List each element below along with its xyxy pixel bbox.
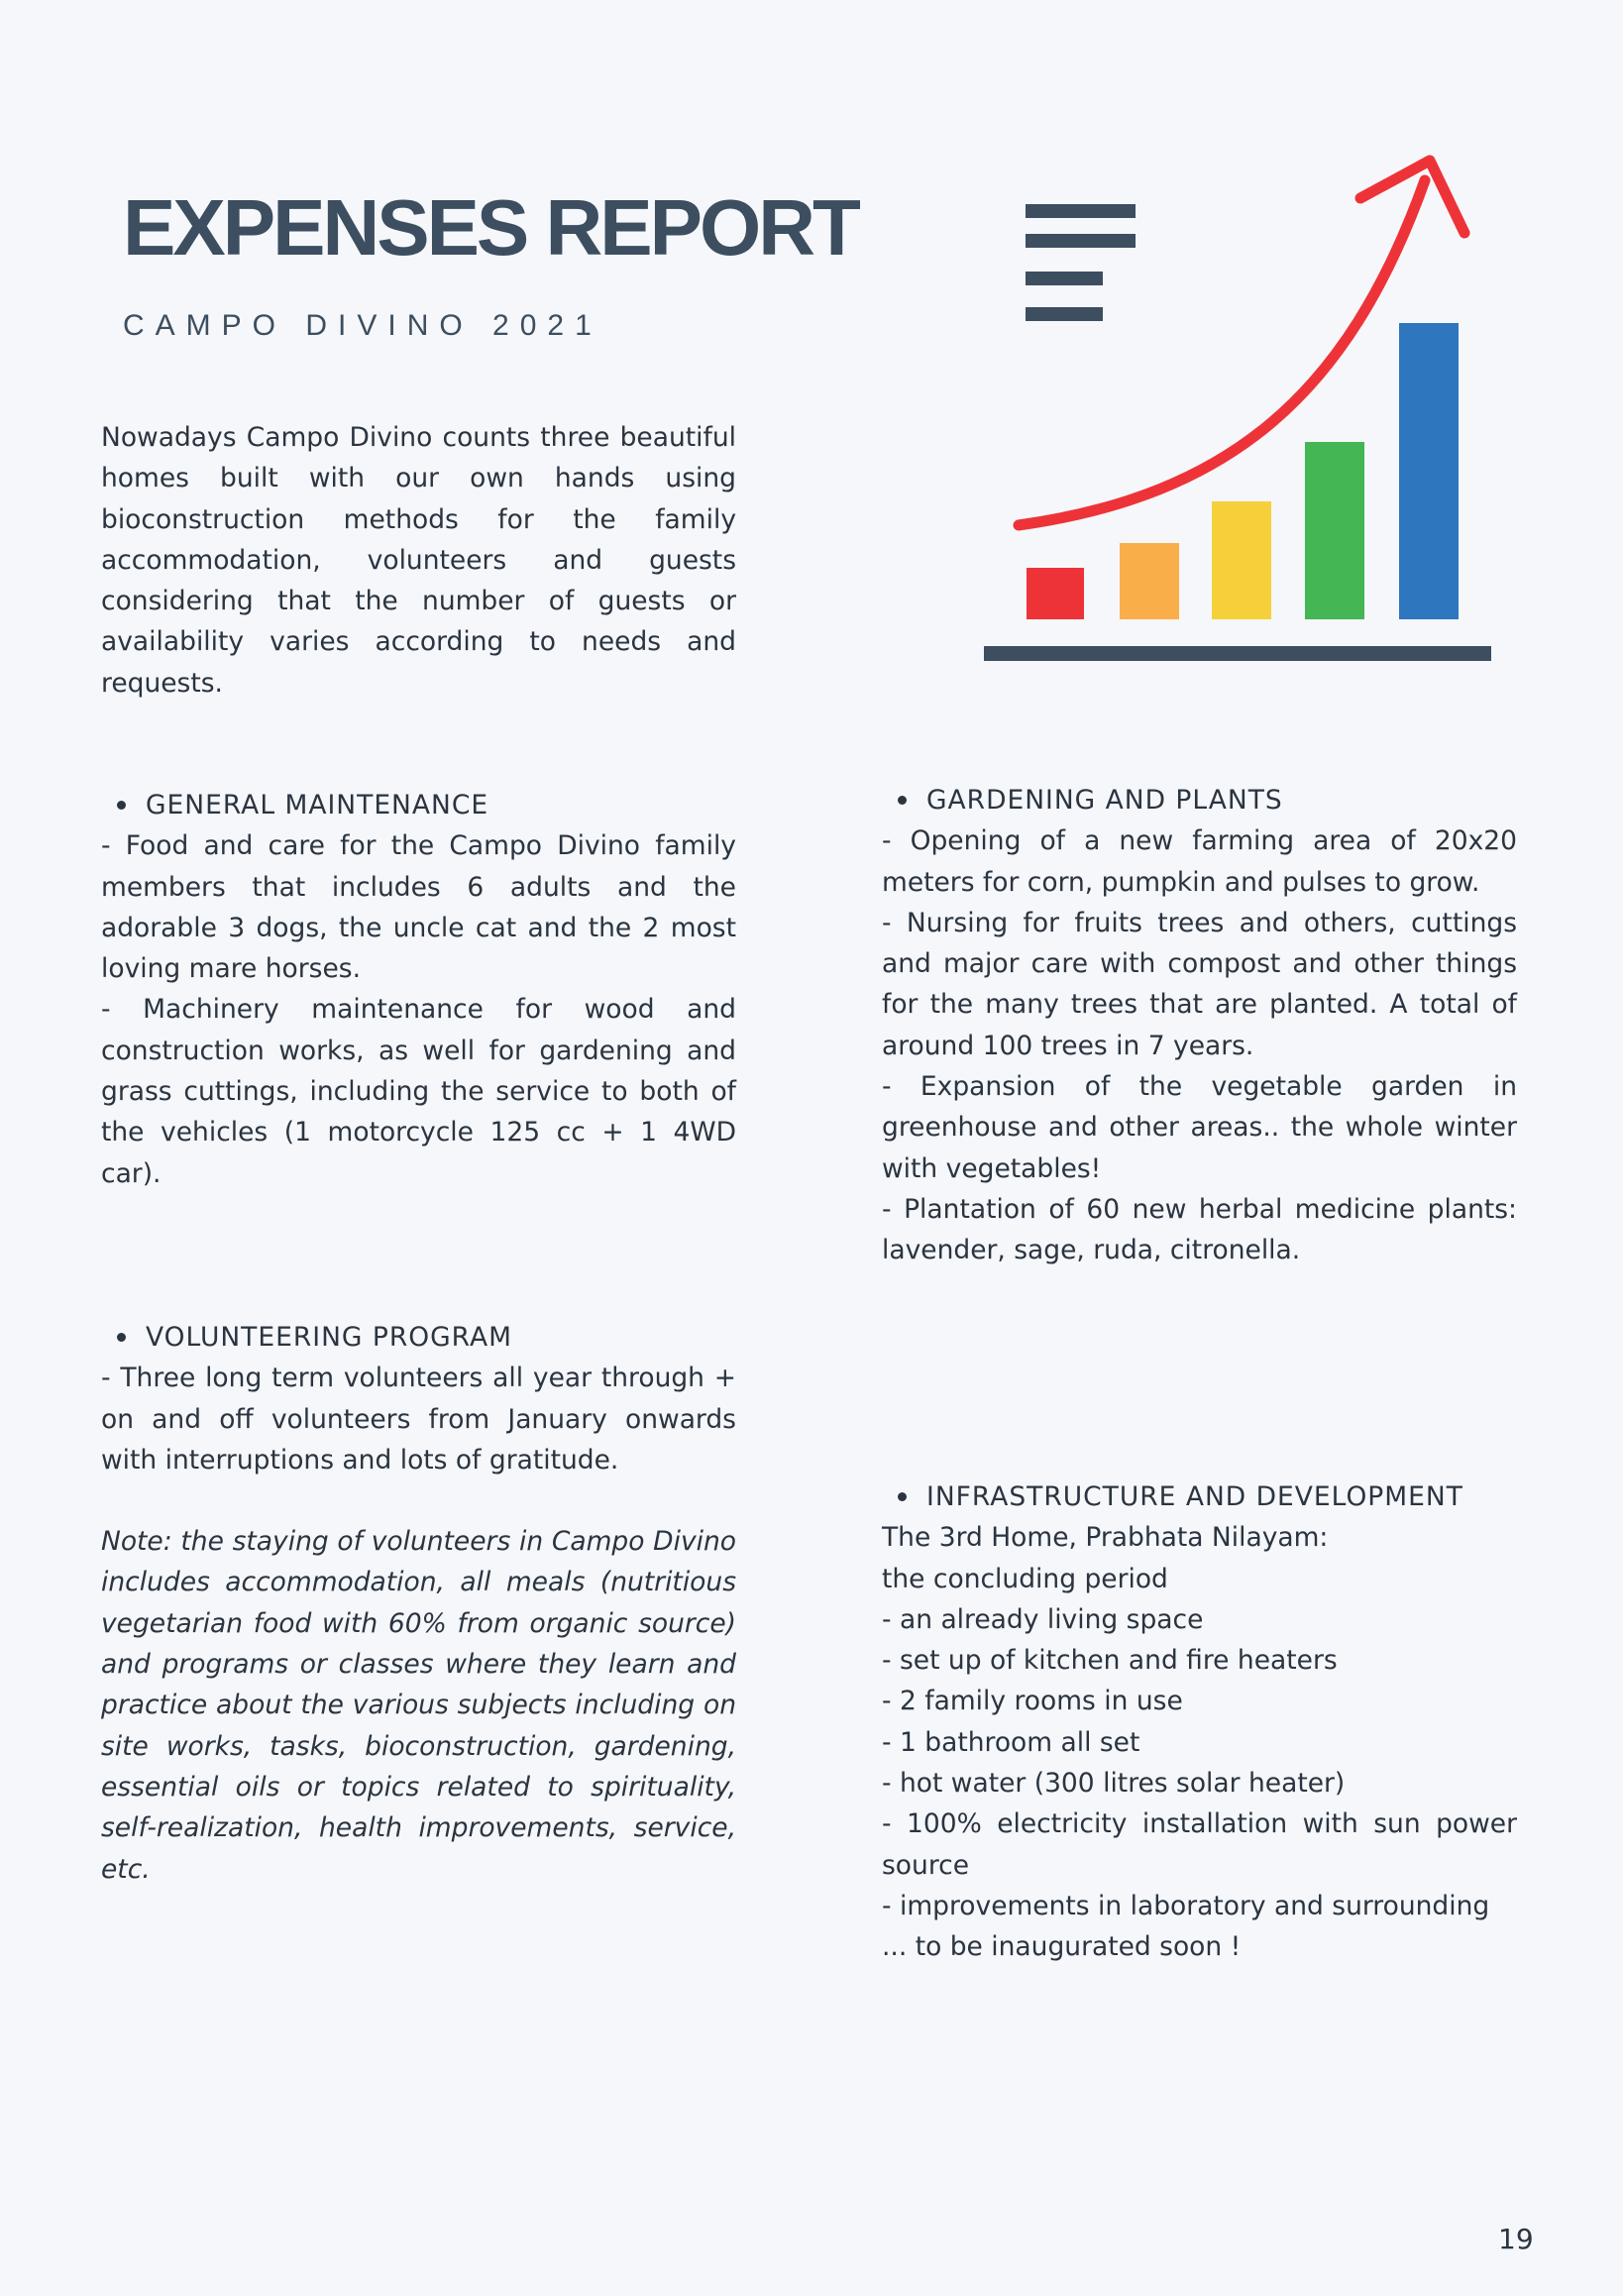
volunteering-note: Note: the staying of volunteers in Campo Divino includes accommodation, all meals (nutritious vegetarian food with 60% from organic source) and programs or classes where they learn and practice about the various subjects including on site works, tasks, bioconstruction, gardening, essential oils or topics related to spirituality, self-realization, health improvements, service, etc. bbox=[101, 1526, 736, 1885]
bullet-icon bbox=[117, 801, 126, 810]
volunteering-heading: VOLUNTEERING PROGRAM bbox=[101, 1317, 736, 1358]
list-item: - hot water (300 litres solar heater) bbox=[882, 1768, 1346, 1800]
list-item: - 100% electricity installation with sun power source bbox=[882, 1808, 1517, 1881]
general-maintenance-section bbox=[101, 785, 736, 1194]
volunteering-section bbox=[101, 1317, 736, 1890]
gardening-heading: GARDENING AND PLANTS bbox=[882, 780, 1517, 820]
page-number: 19 bbox=[1498, 2223, 1534, 2255]
menu-lines-icon bbox=[1026, 204, 1136, 321]
list-item: - Three long term volunteers all year through + on and off volunteers from January onwards with interruptions and lots of gratitude. bbox=[101, 1363, 736, 1476]
illustration-baseline bbox=[984, 646, 1491, 661]
list-item: - Nursing for fruits trees and others, cuttings and major care with compost and other things for the many trees that are planted. A total of around 100 trees in 7 years. bbox=[882, 907, 1517, 1061]
illustration-bar-2 bbox=[1120, 543, 1179, 619]
list-item: - Opening of a new farming area of 20x20 meters for corn, pumpkin and pulses to grow. bbox=[882, 825, 1517, 898]
list-item: - 2 family rooms in use bbox=[882, 1686, 1183, 1717]
list-item: ... to be inaugurated soon ! bbox=[882, 1931, 1242, 1963]
list-item: - improvements in laboratory and surrounding bbox=[882, 1890, 1490, 1921]
general-maintenance-heading: GENERAL MAINTENANCE bbox=[101, 785, 736, 825]
infrastructure-heading: INFRASTRUCTURE AND DEVELOPMENT bbox=[882, 1476, 1517, 1517]
list-item: - Expansion of the vegetable garden in greenhouse and other areas.. the whole winter with vegetables! bbox=[882, 1071, 1517, 1184]
intro-paragraph: Nowadays Campo Divino counts three beautiful homes built with our own hands using bioconstruction methods for the family accommodation, volunteers and guests considering that the number of guests or availability varies according to needs and requests. bbox=[101, 422, 736, 699]
bullet-icon bbox=[117, 1333, 126, 1342]
illustration-bar-4 bbox=[1305, 442, 1364, 619]
growth-bar-chart-icon bbox=[971, 139, 1506, 674]
infrastructure-section bbox=[882, 1476, 1517, 1968]
bullet-icon bbox=[898, 1492, 907, 1501]
list-item: - 1 bathroom all set bbox=[882, 1726, 1140, 1758]
gardening-section bbox=[882, 780, 1517, 1271]
bullet-icon bbox=[898, 796, 907, 805]
illustration-bar-3 bbox=[1212, 501, 1271, 619]
list-item: - an already living space bbox=[882, 1603, 1204, 1635]
page-subtitle: CAMPO DIVINO 2021 bbox=[123, 309, 602, 342]
page-title: EXPENSES REPORT bbox=[123, 183, 858, 272]
illustration-bar-1 bbox=[1027, 568, 1084, 619]
illustration-bar-5 bbox=[1399, 323, 1459, 619]
list-item: the concluding period bbox=[882, 1563, 1168, 1594]
list-item: - Plantation of 60 new herbal medicine plants: lavender, sage, ruda, citronella. bbox=[882, 1193, 1517, 1266]
list-item: - Machinery maintenance for wood and construction works, as well for gardening and grass cuttings, including the service to both of the vehicles (1 motorcycle 125 cc + 1 4WD car). bbox=[101, 994, 736, 1189]
list-item: - Food and care for the Campo Divino family members that includes 6 adults and the adorable 3 dogs, the uncle cat and the 2 most loving mare horses. bbox=[101, 830, 736, 985]
list-item: The 3rd Home, Prabhata Nilayam: bbox=[882, 1522, 1329, 1554]
list-item: - set up of kitchen and fire heaters bbox=[882, 1645, 1338, 1677]
